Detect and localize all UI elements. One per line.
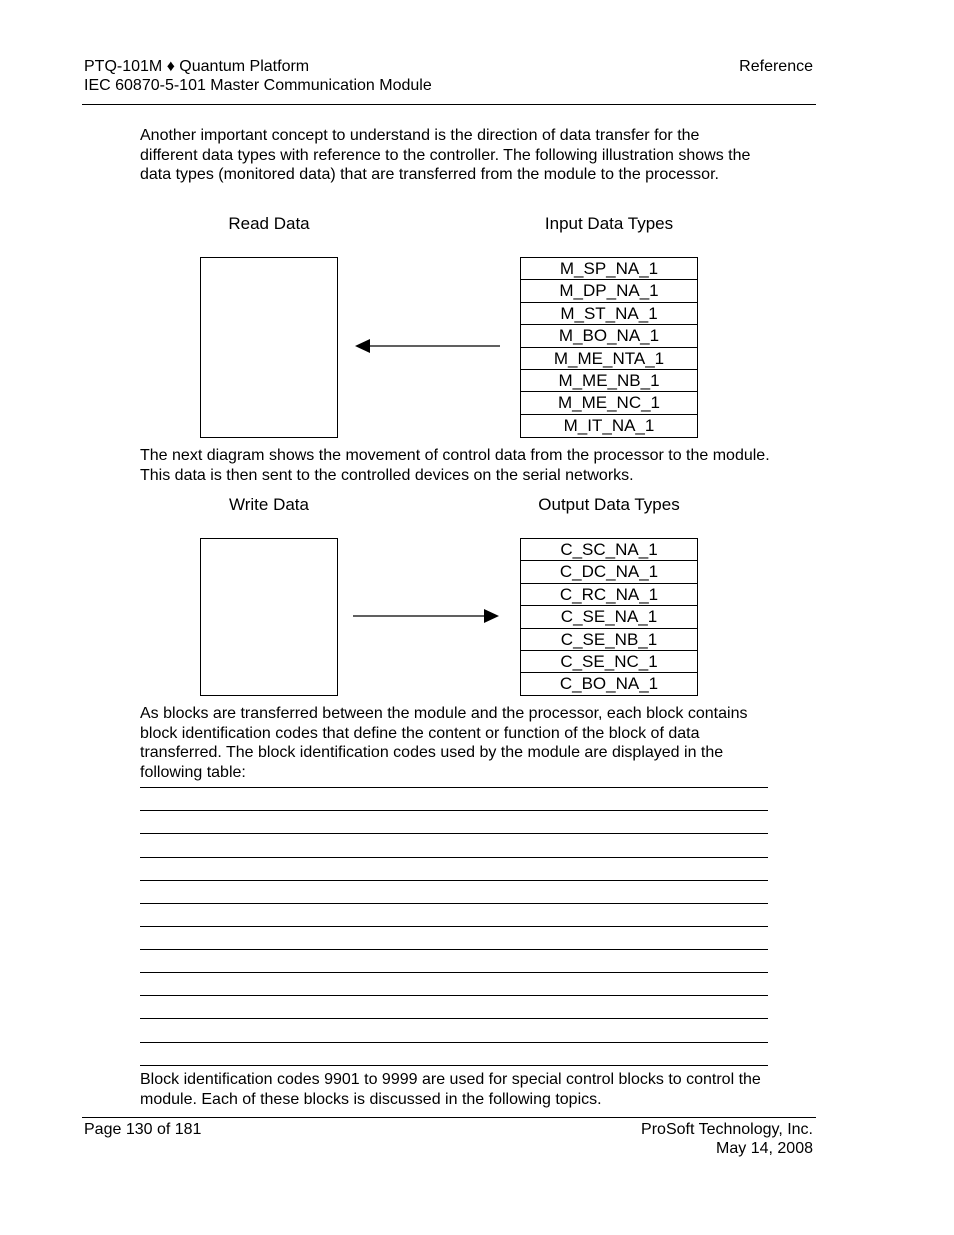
output-type-item: C_SE_NC_1 xyxy=(521,651,697,673)
blocks-paragraph: As blocks are transferred between the module and the processor, each block contains block identification codes that define the content or function of the block of data transferred. The block identification codes used by the module are displayed in the following table: xyxy=(140,705,748,781)
header-rule xyxy=(82,104,816,105)
input-data-types-label: Input Data Types xyxy=(544,214,674,233)
table-row xyxy=(140,857,768,858)
processor-write-box xyxy=(200,538,338,696)
table-row xyxy=(140,926,768,927)
left-arrow-icon xyxy=(350,336,504,356)
input-type-item: M_ME_NC_1 xyxy=(521,392,697,414)
table-row xyxy=(140,810,768,811)
input-type-item: M_IT_NA_1 xyxy=(563,415,655,435)
input-type-item: M_ME_NTA_1 xyxy=(521,348,697,370)
header-title-line2: IEC 60870-5-101 Master Communication Module xyxy=(84,77,432,94)
table-row xyxy=(140,833,768,834)
output-type-item: C_RC_NA_1 xyxy=(521,584,697,606)
read-data-label: Read Data xyxy=(228,214,310,233)
header-title-line1: PTQ-101M ♦ Quantum Platform xyxy=(84,58,310,75)
footer-date: May 14, 2008 xyxy=(716,1140,813,1157)
table-row xyxy=(140,949,768,950)
table-row xyxy=(140,1042,768,1043)
output-type-item: C_SE_NB_1 xyxy=(521,629,697,651)
output-data-types-label: Output Data Types xyxy=(538,495,680,514)
header-section: Reference xyxy=(739,58,813,75)
processor-read-box xyxy=(200,257,338,438)
input-type-item: M_SP_NA_1 xyxy=(521,258,697,280)
table-row xyxy=(140,880,768,881)
footer-company: ProSoft Technology, Inc. xyxy=(641,1121,813,1138)
closing-paragraph: Block identification codes 9901 to 9999 are used for special control blocks to control the module. Each of these blocks is discussed in the following topics. xyxy=(140,1071,761,1108)
table-row xyxy=(140,995,768,996)
output-type-item: C_SC_NA_1 xyxy=(521,539,697,561)
footer-page-number: Page 130 of 181 xyxy=(84,1121,202,1138)
input-type-item: M_BO_NA_1 xyxy=(521,325,697,347)
intro-paragraph: Another important concept to understand is the direction of data transfer for the different data types with reference to the controller. The following illustration shows the data types (monitored data) that are transferred from the module to the processor. xyxy=(140,127,751,184)
output-data-types-list xyxy=(520,538,698,696)
output-type-item: C_BO_NA_1 xyxy=(559,674,659,694)
table-row xyxy=(140,1018,768,1019)
output-type-item: C_DC_NA_1 xyxy=(521,561,697,583)
table-row xyxy=(140,972,768,973)
input-type-item: M_DP_NA_1 xyxy=(521,280,697,302)
input-type-item: M_ME_NB_1 xyxy=(521,370,697,392)
table-row xyxy=(140,1065,768,1066)
right-arrow-icon xyxy=(350,606,504,626)
write-data-label: Write Data xyxy=(229,495,309,514)
table-row xyxy=(140,787,768,788)
table-row xyxy=(140,903,768,904)
input-type-item: M_ST_NA_1 xyxy=(521,303,697,325)
output-type-item: C_SE_NA_1 xyxy=(521,606,697,628)
footer-rule xyxy=(82,1117,816,1118)
control-paragraph: The next diagram shows the movement of control data from the processor to the module. This data is then sent to the controlled devices on the serial networks. xyxy=(140,447,770,484)
input-data-types-list xyxy=(520,257,698,438)
